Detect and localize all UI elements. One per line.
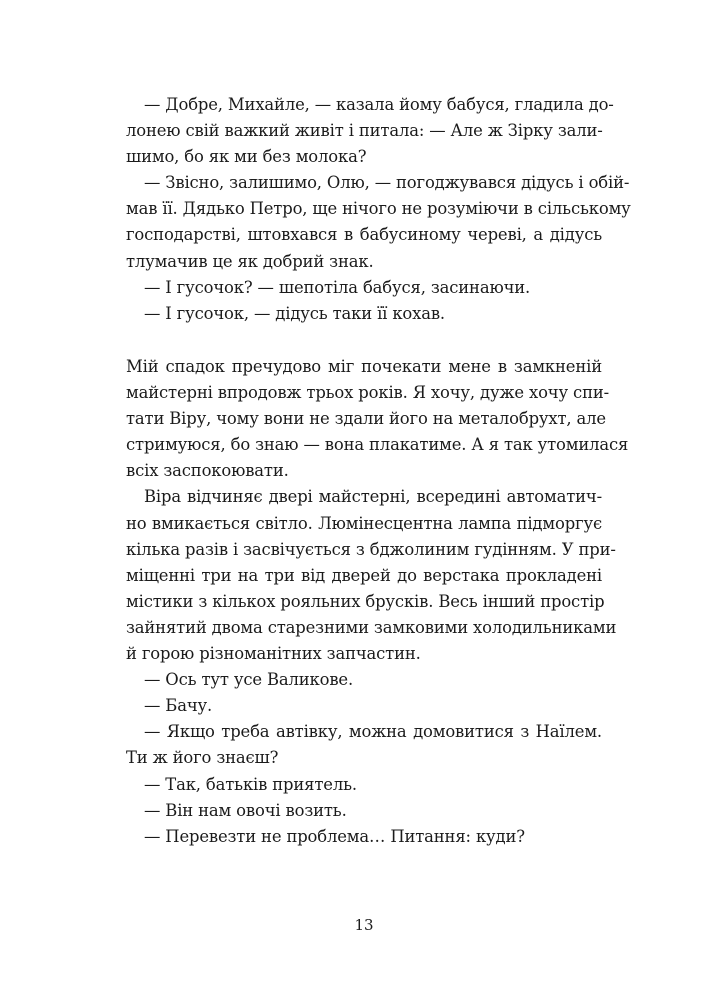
text-line: й горою різноманітних запчастин. (126, 644, 421, 664)
text-line: тати Віру, чому вони не здали його на металобрухт, але (126, 409, 606, 429)
text-line: — Так, батьків приятель. (144, 774, 357, 794)
text-line: — Добре, Михайле, — казала йому бабуся, гладила до- (144, 95, 614, 114)
text-line: кілька разів і засвічується з бджолиним гудінням. У при- (126, 539, 616, 559)
text-line: міщенні три на три від дверей до верстака прокладені (126, 565, 602, 585)
page-number: 13 (354, 916, 374, 934)
text-line: — Ось тут усе Валикове. (144, 670, 354, 690)
text-block-dialogue-flashback (126, 92, 631, 327)
text-line: — І гусочок? — шепотіла бабуся, засинаючи. (144, 277, 531, 297)
text-line: — Бачу. (144, 696, 213, 716)
text-line: Мій спадок пречудово міг почекати мене в замкненій (126, 357, 602, 376)
text-line: — Він нам овочі возить. (144, 800, 347, 820)
text-block-workshop-scene (126, 354, 629, 850)
text-line: — Звісно, залишимо, Олю, — погоджувався дідусь і обій- (144, 173, 630, 193)
text-line: тлумачив це як добрий знак. (126, 251, 374, 271)
text-line: — І гусочок, — дідусь таки її кохав. (144, 303, 445, 323)
text-line: стримуюся, бо знаю — вона плакатиме. А я так утомилася (126, 435, 629, 455)
text-line: — Якщо треба автівку, можна домовитися з Наїлем. (144, 722, 602, 742)
text-line: зайнятий двома старезними замковими холодильниками (126, 617, 617, 637)
text-line: Віра відчиняє двері майстерні, всередині автоматич- (144, 487, 602, 507)
text-line: — Перевезти не проблема… Питання: куди? (144, 826, 525, 846)
text-line: Ти ж його знаєш? (126, 748, 279, 768)
text-line: господарстві, штовхався в бабусиному череві, а дідусь (126, 225, 602, 245)
text-line: лонею свій важкий живіт і питала: — Але ж Зірку зали- (126, 121, 603, 141)
text-line: но вмикається світло. Люмінесцентна лампа підморгує (126, 513, 602, 533)
text-line: шимо, бо як ми без молока? (126, 147, 367, 167)
text-line: всіх заспокоювати. (126, 461, 289, 481)
text-line: містики з кількох рояльних брусків. Весь інший простір (126, 591, 605, 611)
text-line: майстерні впродовж трьох років. Я хочу, дуже хочу спи- (126, 383, 610, 403)
text-line: мав її. Дядько Петро, ще нічого не розуміючи в сільському (126, 199, 631, 219)
